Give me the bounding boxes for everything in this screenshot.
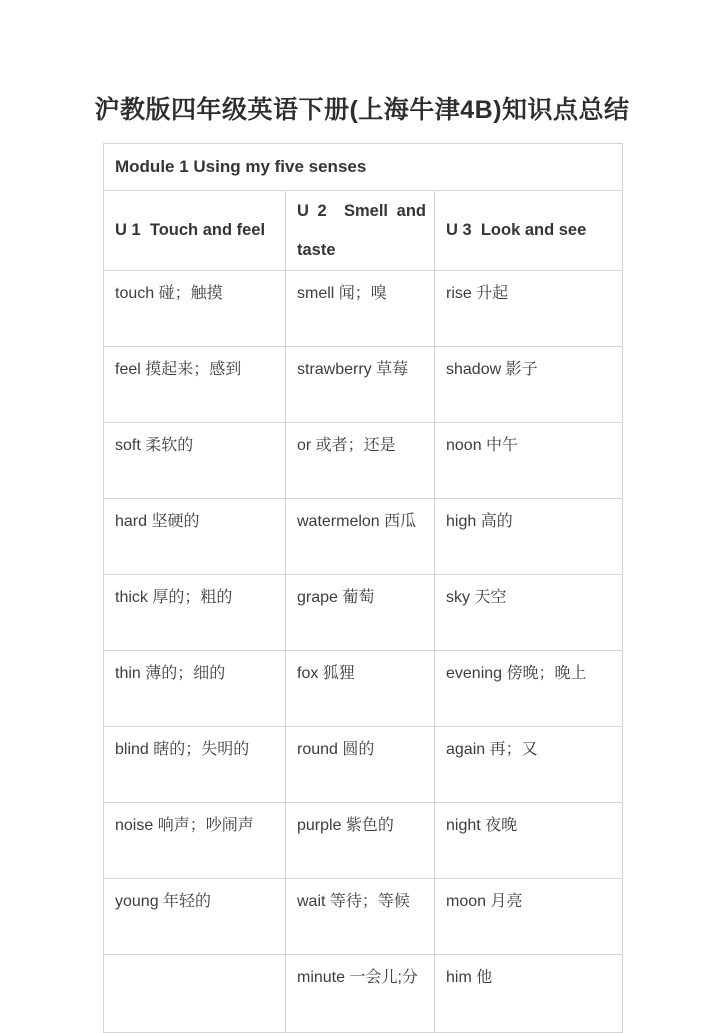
vocab-cell: again 再；又 [435,727,623,803]
vocab-cell: fox 狐狸 [286,651,435,727]
vocab-cell: strawberry 草莓 [286,347,435,423]
page-title: 沪教版四年级英语下册(上海牛津4B)知识点总结 [94,96,630,124]
vocab-table [103,143,623,1033]
module-header-cell: Module 1 Using my five senses [104,144,623,191]
vocab-cell: evening 傍晚；晚上 [435,651,623,727]
table-row [104,271,623,347]
vocab-cell: blind 瞎的；失明的 [104,727,286,803]
table-row [104,955,623,1033]
unit-header-look-and-see: U 3 Look and see [435,191,623,271]
table-row [104,651,623,727]
table-row [104,879,623,955]
vocab-cell: purple 紫色的 [286,803,435,879]
vocab-cell: round 圆的 [286,727,435,803]
table-row [104,575,623,651]
vocab-cell: young 年轻的 [104,879,286,955]
vocab-cell-empty [104,955,286,1033]
vocab-cell: thin 薄的；细的 [104,651,286,727]
module-header-row [104,144,623,191]
vocab-cell: watermelon 西瓜 [286,499,435,575]
vocab-cell: feel 摸起来；感到 [104,347,286,423]
vocab-cell: him 他 [435,955,623,1033]
vocab-cell: noon 中午 [435,423,623,499]
table-row [104,727,623,803]
unit-header-touch-and-feel: U 1 Touch and feel [104,191,286,271]
vocab-cell: shadow 影子 [435,347,623,423]
vocab-cell: sky 天空 [435,575,623,651]
vocab-cell: wait 等待；等候 [286,879,435,955]
vocab-cell: night 夜晚 [435,803,623,879]
unit-header-row [104,191,623,271]
table-row [104,803,623,879]
vocab-cell: hard 坚硬的 [104,499,286,575]
vocab-cell: high 高的 [435,499,623,575]
table-row [104,499,623,575]
vocab-cell: grape 葡萄 [286,575,435,651]
vocab-cell: rise 升起 [435,271,623,347]
unit-header-smell-and-taste: U 2 Smell and taste [286,191,435,271]
vocab-cell: noise 响声；吵闹声 [104,803,286,879]
vocab-cell: touch 碰；触摸 [104,271,286,347]
table-row [104,423,623,499]
table-row [104,347,623,423]
vocab-cell: thick 厚的；粗的 [104,575,286,651]
vocab-cell: minute 一会儿;分 [286,955,435,1033]
vocab-cell: moon 月亮 [435,879,623,955]
vocab-cell: soft 柔软的 [104,423,286,499]
vocab-cell: smell 闻；嗅 [286,271,435,347]
vocab-cell: or 或者；还是 [286,423,435,499]
